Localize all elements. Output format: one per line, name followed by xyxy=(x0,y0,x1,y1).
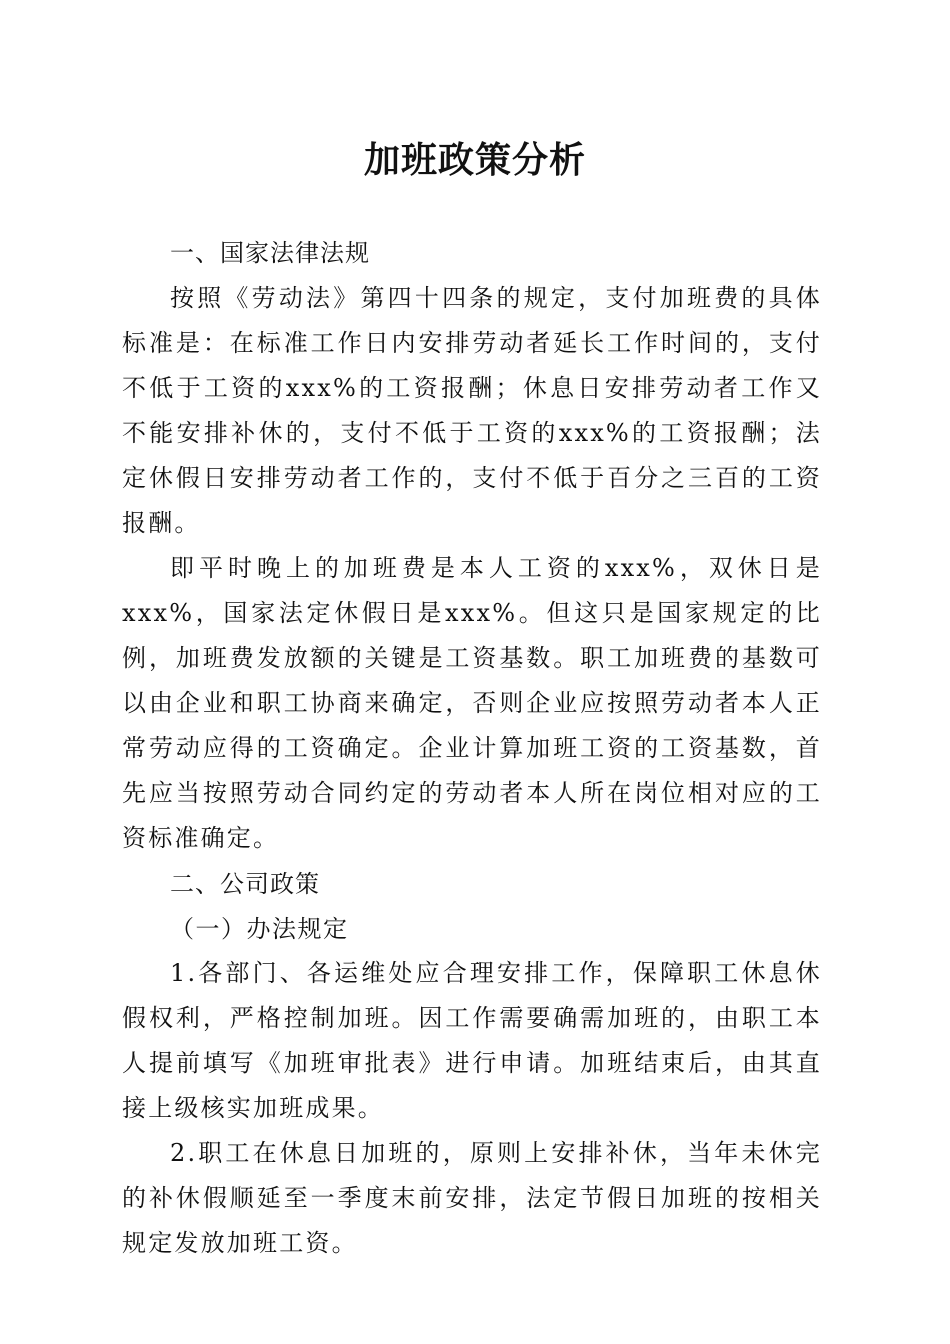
paragraph-rule-2: 2.职工在休息日加班的，原则上安排补休，当年未休完的补休假顺延至一季度末前安排，法定节假日加班的按相关规定发放加班工资。 xyxy=(122,1139,822,1257)
paragraph-labor-law-article-44: 按照《劳动法》第四十四条的规定，支付加班费的具体标准是：在标准工作日内安排劳动者延长工作时间的，支付不低于工资的xxx%的工资报酬；休息日安排劳动者工作又不能安排补休的，支付不低于工资的xxx%的工资报酬；法定休假日安排劳动者工作的，支付不低于百分之三百的工资报酬。 xyxy=(122,284,822,537)
sub-heading-measures: （一）办法规定 xyxy=(170,915,349,943)
section-heading-national-law: 一、国家法律法规 xyxy=(170,239,370,267)
paragraph-overtime-base: 即平时晚上的加班费是本人工资的xxx%，双休日是xxx%，国家法定休假日是xxx%。但这只是国家规定的比例，加班费发放额的关键是工资基数。职工加班费的基数可以由企业和职工协商来确定，否则企业应按照劳动者本人正常劳动应得的工资确定。企业计算加班工资的工资基数，首先应当按照劳动合同约定的劳动者本人所在岗位相对应的工资标准确定。 xyxy=(122,554,822,852)
paragraph-rule-1: 1.各部门、各运维处应合理安排工作，保障职工休息休假权利，严格控制加班。因工作需要确需加班的，由职工本人提前填写《加班审批表》进行申请。加班结束后，由其直接上级核实加班成果。 xyxy=(122,959,822,1122)
document-title: 加班政策分析 xyxy=(363,139,586,181)
document-body xyxy=(122,230,822,1266)
section-heading-company-policy: 二、公司政策 xyxy=(170,870,320,898)
